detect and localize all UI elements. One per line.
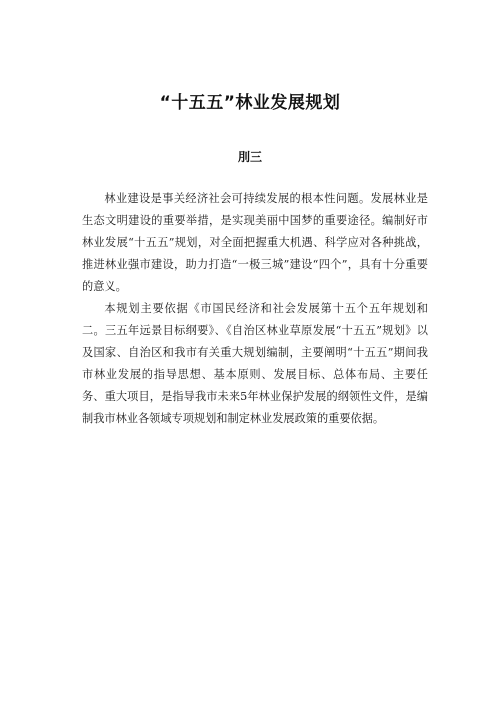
paragraph-1: 林业建设是事关经济社会可持续发展的根本性问题。发展林业是生态文明建设的重要举措，是实现美丽中国梦的重要途径。编制好市林业发展“十五五”规划，对全面把握重大机遇、科学应对各种挑战，推进林业强市建设，助力打造“一极三城”建设“四个”，具有十分重要的意义。 — [82, 192, 428, 293]
document-body — [82, 188, 428, 430]
document-title: “十五五”林业发展规划 — [159, 93, 341, 113]
section-title: 刖三 — [237, 150, 262, 164]
paragraph-2: 本规划主要依据《市国民经济和社会发展第十五个五年规划和二。三五年远景目标纲要》、《自治区林业草原发展“十五五”规划》以及国家、自治区和我市有关重大规划编制，主要阐明“十五五”期间我市林业发展的指导思想、基本原则、发展目标、总体布局、主要任务、重大项目，是指导我市未来5年林业保护发展的纲领性文件，是编制我市林业各领域专项规划和制定林业发展政策的重要依据。 — [82, 302, 428, 425]
